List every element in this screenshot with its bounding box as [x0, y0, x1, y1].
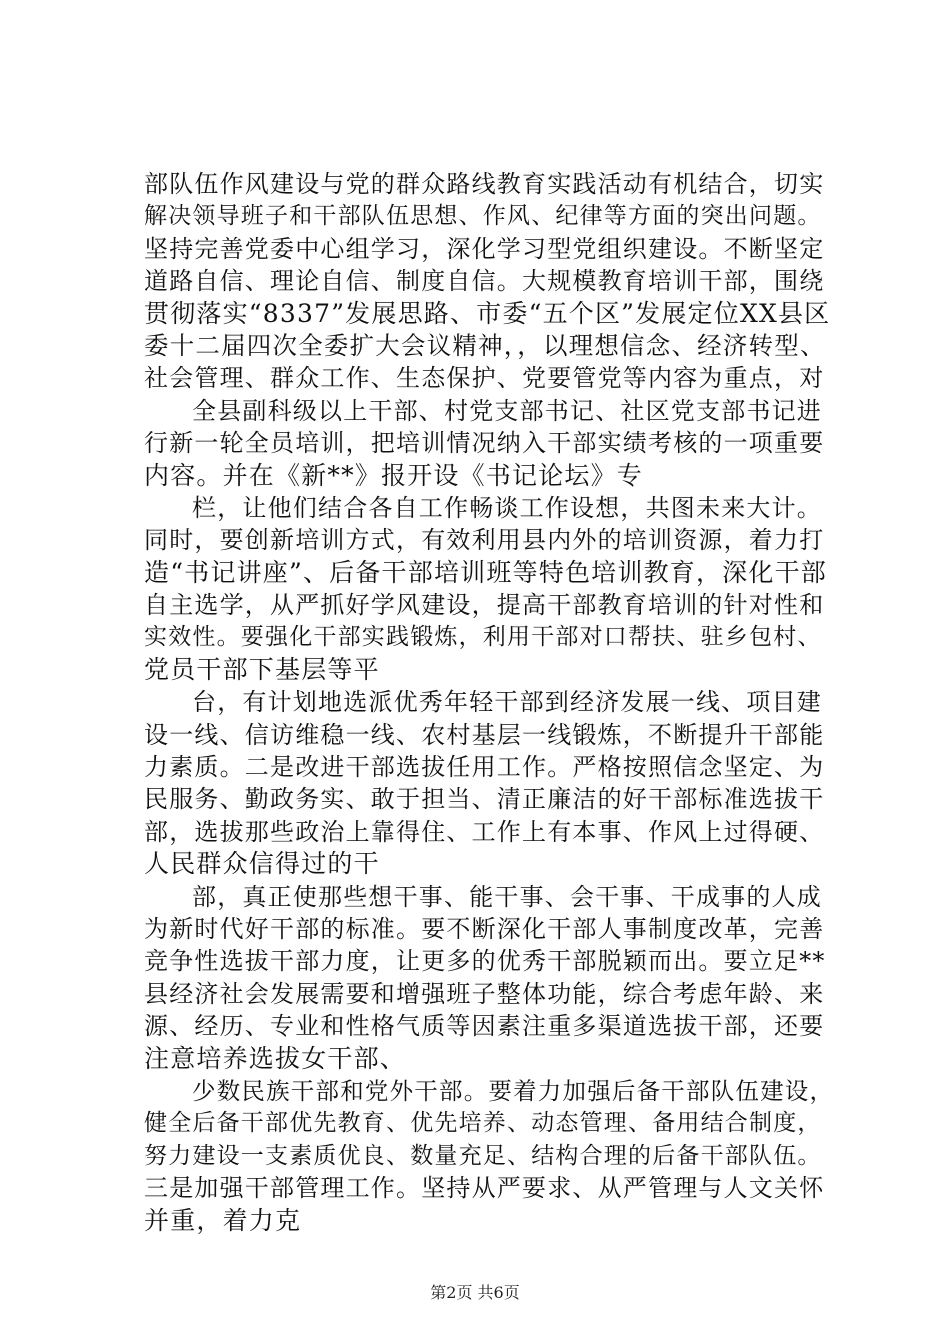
text-line: 努力建设一支素质优良、数量充足、结构合理的后备干部队伍。	[144, 1142, 822, 1169]
text-line: 设一线、信访维稳一线、农村基层一线锻炼，不断提升干部能	[144, 720, 825, 749]
text-line: 健全后备干部优先教育、优先培养、动态管理、备用结合制度，	[144, 1110, 822, 1137]
text-line: 人民群众信得过的干	[144, 849, 380, 879]
text-line: 行新一轮全员培训，把培训情况纳入干部实绩考核的一项重要	[144, 429, 825, 458]
text-line: 党员干部下基层等平	[144, 654, 380, 684]
text-line: 竞争性选拔干部力度，让更多的优秀干部脱颖而出。要立足**	[144, 947, 826, 976]
text-line: 县经济社会发展需要和增强班子整体功能，综合考虑年龄、来	[144, 979, 825, 1008]
text-line: 注意培养选拔女干部、	[144, 1043, 407, 1073]
text-line: 栏，让他们结合各自工作畅谈工作设想，共图未来大计。	[192, 493, 822, 522]
text-line: 力素质。二是改进干部选拔任用工作。严格按照信念坚定、为	[144, 753, 825, 782]
text-line: 源、经历、专业和性格气质等因素注重多渠道选拔干部，还要	[144, 1012, 825, 1041]
text-line: 坚持完善党委中心组学习，深化学习型党组织建设。不断坚定	[144, 234, 825, 263]
text-line: 内容。并在《新**》报开设《书记论坛》专	[144, 460, 644, 490]
page-footer: 第2页 共6页	[430, 1283, 520, 1302]
text-line: 民服务、勤政务实、敢于担当、清正廉洁的好干部标准选拔干	[144, 785, 825, 814]
text-line: 造“书记讲座”、后备干部培训班等特色培训教育，深化干部	[144, 557, 827, 587]
text-line: 同时，要创新培训方式，有效利用县内外的培训资源，着力打	[144, 526, 825, 555]
text-line: 实效性。要强化干部实践锻炼，利用干部对口帮扶、驻乡包村、	[144, 624, 822, 651]
text-line: 委十二届四次全委扩大会议精神，，以理想信念、经济转型、	[144, 330, 826, 360]
text-line: 自主选学，从严抓好学风建设，提高干部教育培训的针对性和	[144, 591, 825, 620]
text-line: 贯彻落实“8337”发展思路、市委“五个区”发展定位XX县区	[144, 298, 831, 328]
text-line: 道路自信、理论自信、制度自信。大规模教育培训干部，围绕	[144, 267, 825, 296]
text-line: 社会管理、群众工作、生态保护、党要管党等内容为重点，对	[144, 364, 825, 393]
text-line: 部，真正使那些想干事、能干事、会干事、干成事的人成	[192, 882, 822, 911]
text-line: 全县副科级以上干部、村党支部书记、社区党支部书记进	[192, 396, 822, 425]
text-line: 部队伍作风建设与党的群众路线教育实践活动有机结合，切实	[144, 170, 825, 198]
document-body	[144, 168, 834, 1237]
text-line: 部，选拔那些政治上靠得住、工作上有本事、作风上过得硬、	[144, 817, 825, 846]
text-line: 并重，着力克	[144, 1205, 302, 1235]
text-line: 少数民族干部和党外干部。要着力加强后备干部队伍建设，	[192, 1076, 835, 1105]
text-line: 三是加强干部管理工作。坚持从严要求、从严管理与人文关怀	[144, 1174, 825, 1203]
text-line: 解决领导班子和干部队伍思想、作风、纪律等方面的突出问题。	[144, 203, 822, 230]
text-line: 为新时代好干部的标准。要不断深化干部人事制度改革，完善	[144, 914, 825, 943]
text-line: 台，有计划地选派优秀年轻干部到经济发展一线、项目建	[192, 688, 822, 717]
